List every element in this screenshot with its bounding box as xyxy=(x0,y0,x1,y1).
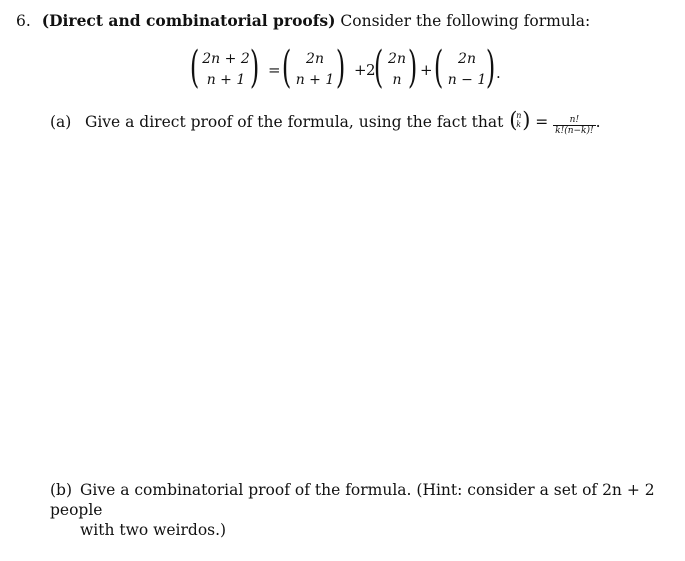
part-a-equals: = xyxy=(535,113,549,131)
part-b-line1: Give a combinatorial proof of the formula. (Hint: consider a set of 2n + 2 people xyxy=(50,481,655,519)
problem-header xyxy=(16,11,590,30)
binom-term3-bottom: n − 1 xyxy=(447,72,487,88)
factorial-fraction xyxy=(553,115,596,136)
equals-sign: = xyxy=(268,61,281,79)
part-a-text: Give a direct proof of the formula, using the fact that xyxy=(84,113,504,131)
right-paren: ) xyxy=(249,42,260,93)
binom-term1 xyxy=(281,42,346,96)
left-paren: ( xyxy=(281,42,292,93)
part-b xyxy=(50,480,685,540)
formula-period: . xyxy=(496,64,501,82)
fraction-denominator: k!(n−k)! xyxy=(555,126,594,136)
right-paren: ) xyxy=(522,108,531,132)
binom-term2-bottom: n xyxy=(392,72,402,88)
left-paren: ( xyxy=(509,108,518,132)
left-paren: ( xyxy=(189,42,200,93)
part-b-label: (b) xyxy=(50,481,73,499)
binom-term2-top: 2n xyxy=(388,51,406,67)
right-paren: ) xyxy=(335,42,346,93)
part-b-line1-wrap xyxy=(50,480,685,520)
problem-title: (Direct and combinatorial proofs) xyxy=(41,11,336,30)
binom-term3-top: 2n xyxy=(458,51,476,67)
binom-term2 xyxy=(373,42,418,96)
plus-sign: + xyxy=(354,61,367,79)
left-paren: ( xyxy=(373,42,384,93)
binom-lhs-top: 2n + 2 xyxy=(202,51,250,67)
problem-intro: Consider the following formula: xyxy=(340,12,591,30)
right-paren: ) xyxy=(485,42,496,93)
plus-sign: + xyxy=(420,61,433,79)
part-a-label: (a) xyxy=(50,113,72,131)
binom-term1-top: 2n xyxy=(306,51,324,67)
coefficient: 2 xyxy=(366,61,376,79)
fraction-numerator: n! xyxy=(553,115,596,126)
right-paren: ) xyxy=(407,42,418,93)
left-paren: ( xyxy=(433,42,444,93)
binom-n-k-bottom: k xyxy=(516,120,522,129)
binom-lhs-bottom: n + 1 xyxy=(206,72,246,88)
binom-term3 xyxy=(433,42,496,96)
binom-n-k-top: n xyxy=(516,111,522,120)
binom-lhs xyxy=(189,42,260,96)
binomial-formula xyxy=(189,42,512,100)
binom-term1-bottom: n + 1 xyxy=(295,72,335,88)
problem-number: 6. xyxy=(16,12,31,30)
binom-n-k xyxy=(508,108,531,132)
part-a xyxy=(50,108,601,136)
part-b-line2: with two weirdos.) xyxy=(80,521,227,539)
part-a-end: . xyxy=(595,113,601,131)
